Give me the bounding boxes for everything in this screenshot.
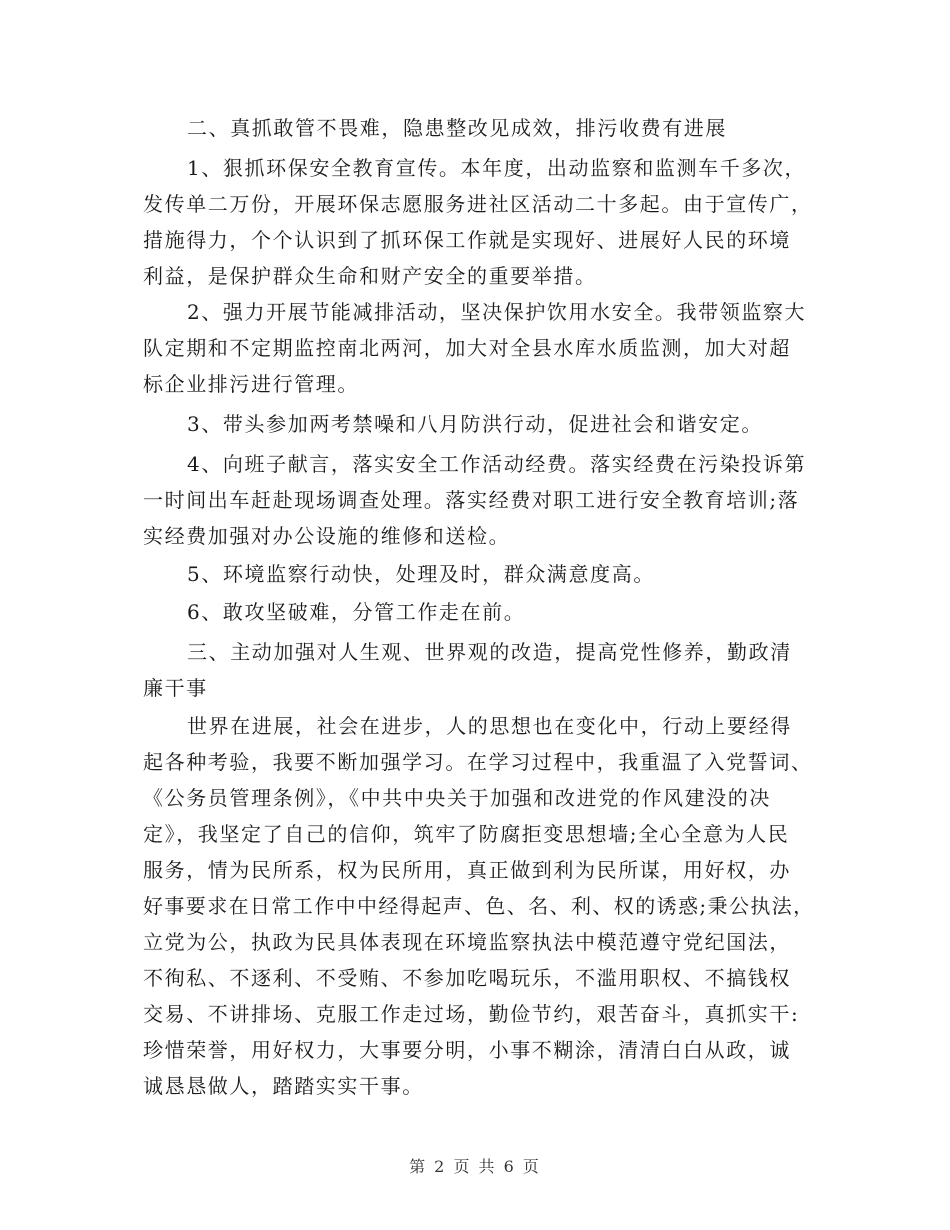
- page-number-footer: 第 2 页 共 6 页: [409, 1157, 541, 1176]
- paragraph-line: 6、敢攻坚破难，分管工作走在前。: [187, 600, 526, 624]
- paragraph-line: 标企业排污进行管理。: [143, 372, 359, 396]
- paragraph-line: 发传单二万份，开展环保志愿服务进社区活动二十多起。由于宣传广，: [143, 192, 813, 216]
- section-heading-3: 三、主动加强对人生观、世界观的改造，提高党性修养，勤政清: [187, 640, 792, 664]
- paragraph-line: 5、环境监察行动快，处理及时，群众满意度高。: [187, 562, 655, 586]
- paragraph-line: 定》，我坚定了自己的信仰，筑牢了防腐拒变思想墙;全心全意为人民: [143, 822, 790, 846]
- paragraph-line: 利益，是保护群众生命和财产安全的重要举措。: [143, 264, 597, 288]
- paragraph-line: 珍惜荣誉，用好权力，大事要分明，小事不糊涂，清清白白从政，诚: [143, 1038, 791, 1062]
- paragraph-line: 交易、不讲排场、克服工作走过场，勤俭节约，艰苦奋斗，真抓实干:: [143, 1002, 800, 1026]
- paragraph-line: 服务，情为民所系，权为民所用，真正做到利为民所谋，用好权，办: [143, 858, 791, 882]
- paragraph-line: 起各种考验，我要不断加强学习。在学习过程中，我重温了入党誓词、: [143, 750, 813, 774]
- paragraph-line: 3、带头参加两考禁噪和八月防洪行动，促进社会和谐安定。: [187, 412, 763, 436]
- paragraph-line: 队定期和不定期监控南北两河，加大对全县水库水质监测，加大对超: [143, 336, 791, 360]
- paragraph-line: 《公务员管理条例》，《中共中央关于加强和改进党的作风建没的决: [143, 786, 771, 810]
- paragraph-line: 措施得力，个个认识到了抓环保工作就是实现好、进展好人民的环境: [143, 228, 791, 252]
- section-heading-2: 二、真抓敢管不畏难，隐患整改见成效，排污收费有进展: [187, 116, 727, 140]
- paragraph-line: 立党为公，执政为民具体表现在环境监察执法中模范遵守党纪国法，: [143, 930, 791, 954]
- paragraph-line: 诚恳恳做人，踏踏实实干事。: [143, 1074, 424, 1098]
- section-heading-3: 廉干事: [143, 676, 208, 700]
- paragraph-line: 好事要求在日常工作中中经得起声、色、名、利、权的诱惑;秉公执法，: [143, 894, 815, 918]
- paragraph-line: 一时间出车赶赴现场调查处理。落实经费对职工进行安全教育培训;落: [143, 488, 800, 512]
- paragraph-line: 世界在进展，社会在进步，人的思想也在变化中，行动上要经得: [187, 714, 792, 738]
- paragraph-line: 2、强力开展节能减排活动，坚决保护饮用水安全。我带领监察大: [187, 300, 807, 324]
- paragraph-line: 实经费加强对办公设施的维修和送检。: [143, 524, 511, 548]
- paragraph-line: 4、向班子献言，落实安全工作活动经费。落实经费在污染投诉第: [187, 452, 807, 476]
- paragraph-line: 不徇私、不逐利、不受贿、不参加吃喝玩乐，不滥用职权、不搞钱权: [143, 966, 791, 990]
- paragraph-line: 1、狠抓环保安全教育宣传。本年度，出动监察和监测车千多次，: [187, 156, 807, 180]
